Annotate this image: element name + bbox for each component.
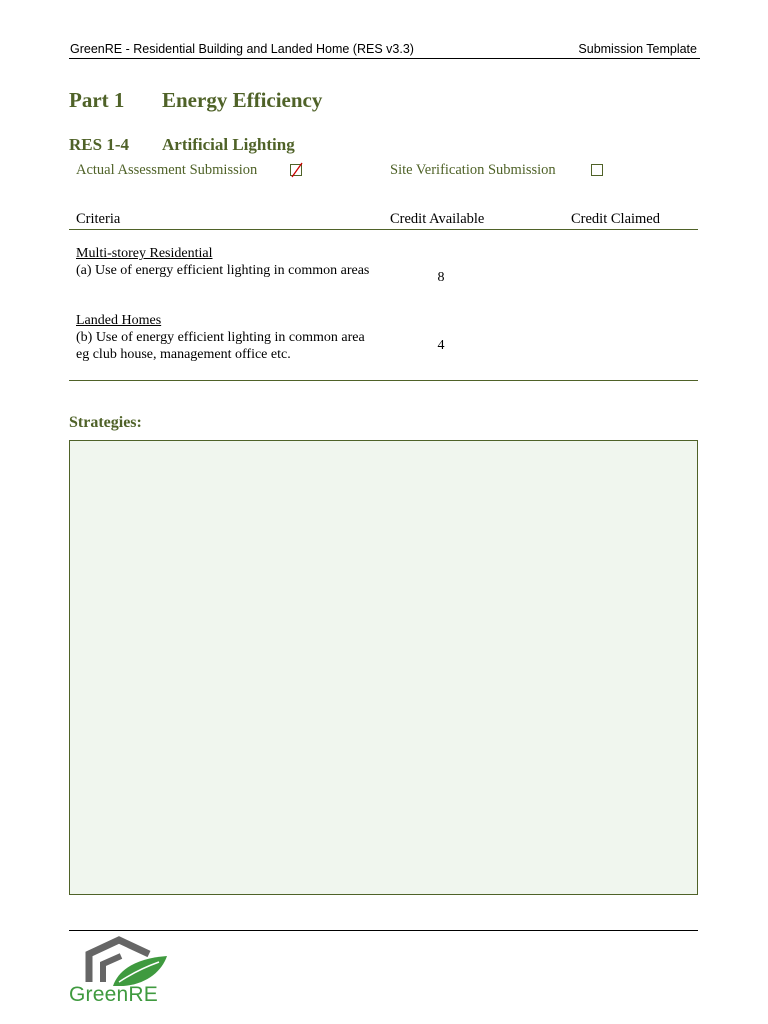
- greenre-logo-icon: [69, 934, 169, 986]
- part-title: Energy Efficiency: [162, 88, 323, 112]
- strategies-heading: Strategies:: [69, 414, 142, 431]
- greenre-logo-text: GreenRE: [69, 983, 158, 1006]
- criteria-row-text: (b) Use of energy efficient lighting in common area eg club house, management office etc.: [76, 330, 365, 362]
- check-mark-icon: [290, 162, 304, 178]
- table-header-divider: [69, 229, 698, 230]
- section-heading: [69, 135, 295, 155]
- criteria-row-title: Landed Homes: [76, 313, 162, 328]
- part-heading: [69, 88, 322, 113]
- page-header: [69, 42, 700, 59]
- section-title: Artificial Lighting: [162, 135, 295, 154]
- section-number: RES 1-4: [69, 135, 129, 154]
- credit-claimed-header: Credit Claimed: [571, 211, 660, 227]
- site-verification-label: Site Verification Submission: [390, 162, 556, 178]
- criteria-row-text: (a) Use of energy efficient lighting in common areas: [76, 263, 370, 278]
- header-document-title: GreenRE - Residential Building and Landed Home (RES v3.3): [70, 42, 414, 56]
- credit-available-value: 4: [437, 338, 445, 353]
- actual-assessment-checkbox[interactable]: [290, 164, 302, 176]
- criteria-row-landed-homes: [76, 312, 376, 363]
- criteria-row-title: Multi-storey Residential: [76, 246, 213, 261]
- criteria-header: Criteria: [76, 211, 121, 227]
- strategies-textbox[interactable]: [69, 440, 698, 895]
- actual-assessment-label: Actual Assessment Submission: [76, 162, 258, 178]
- credit-available-header: Credit Available: [390, 211, 485, 227]
- criteria-row-multi-storey: [76, 245, 376, 279]
- footer-divider: [69, 930, 698, 931]
- table-bottom-divider: [69, 380, 698, 381]
- site-verification-checkbox[interactable]: [591, 164, 603, 176]
- part-number: Part 1: [69, 88, 125, 112]
- header-template-label: Submission Template: [578, 42, 697, 56]
- credit-available-value: 8: [437, 270, 445, 285]
